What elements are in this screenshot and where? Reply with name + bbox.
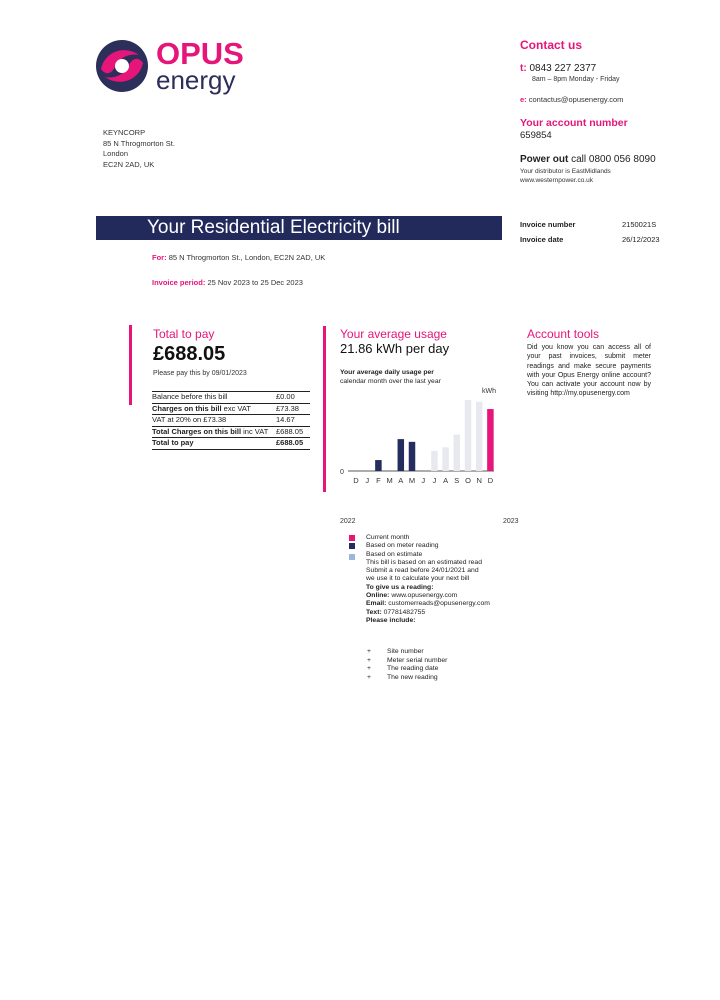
chart-x-tick-label: S: [454, 476, 460, 485]
chart-x-tick-label: J: [365, 476, 370, 485]
chart-y-label: kWh: [482, 388, 496, 395]
usage-bar-chart: [336, 377, 508, 492]
phone-number[interactable]: 0843 227 2377: [529, 63, 597, 74]
estimate-note: This bill is based on an estimated read: [366, 558, 482, 566]
invoice-date-label: Invoice date: [520, 235, 564, 244]
bullet-icon: +: [367, 648, 371, 655]
charge-label: Total to pay: [152, 438, 194, 447]
chart-x-tick-label: J: [421, 476, 426, 485]
charge-value: £688.05: [276, 438, 304, 447]
charge-label: [152, 403, 272, 415]
chart-bar-estimate: [465, 400, 472, 471]
reading-instructions: [349, 584, 490, 625]
chart-bar-estimate: [454, 435, 461, 471]
invoice-period-line: [152, 278, 303, 287]
legend-item-meter: [349, 542, 490, 550]
chart-x-tick-label: D: [487, 476, 494, 485]
online-link[interactable]: www.opusenergy.com: [391, 592, 458, 600]
include-list: [367, 648, 447, 682]
average-usage-value: 21.86 kWh per day: [340, 341, 450, 356]
charge-value: £688.05: [276, 426, 304, 436]
legend-item-current: [349, 534, 490, 542]
email-reading-link[interactable]: customerreads@opusenergy.com: [388, 600, 490, 608]
invoice-date-value: 26/12/2023: [622, 235, 660, 244]
chart-year-start: 2022: [340, 518, 356, 525]
address-line: London: [103, 149, 129, 158]
legend-label-main: Based on estimate: [366, 550, 423, 558]
power-out: [520, 154, 656, 165]
chart-x-tick-label: A: [398, 476, 404, 485]
legend-label: Based on meter reading: [366, 542, 439, 550]
estimate-note: we use it to calculate your next bill: [366, 575, 470, 583]
usage-section-bar: [323, 326, 326, 492]
total-amount: £688.05: [153, 343, 226, 365]
distributor-link[interactable]: www.westernpower.co.uk: [520, 177, 593, 184]
invoice-number-label: Invoice number: [520, 220, 576, 229]
account-tools-text: Did you know you can access all of your past invoices, submit meter readings and make secure payments with your Opus Energy online account? You can activate your account now by visiting http://my.opusenergy.com: [527, 344, 651, 398]
list-item-label: The reading date: [387, 665, 439, 672]
chart-year-end: 2023: [503, 518, 519, 525]
charge-label-main: Charges on this bill: [152, 403, 222, 413]
bullet-icon: +: [367, 656, 371, 664]
text-label: Text:: [366, 608, 382, 616]
address-line: EC2N 2AD, UK: [103, 159, 155, 169]
caption-line: Your average daily usage per: [340, 369, 434, 376]
list-item: [367, 665, 447, 674]
estimate-note: Submit a read before 24/01/2021 and: [366, 567, 479, 575]
chart-bar-estimate: [476, 402, 483, 471]
for-value: 85 N Throgmorton St., London, EC2N 2AD, UK: [168, 253, 326, 262]
chart-x-tick-label: F: [376, 476, 381, 485]
give-reading-title: To give us a reading:: [366, 583, 434, 591]
charges-row: [152, 392, 310, 404]
email-label: e:: [520, 95, 527, 104]
list-item-label: The new reading: [387, 673, 438, 681]
contact-email[interactable]: [520, 95, 623, 104]
usage-title: Your average usage: [340, 327, 447, 341]
power-out-label: Power out: [520, 154, 569, 165]
chart-bar-estimate: [431, 451, 438, 471]
distributor-line: Your distributor is EastMidlands: [520, 168, 611, 175]
customer-address: [103, 128, 175, 170]
supply-address-line: [152, 253, 325, 262]
brand-subname: energy: [156, 65, 236, 95]
chart-x-tick-label: A: [443, 476, 449, 485]
period-value: 25 Nov 2023 to 25 Dec 2023: [207, 278, 303, 287]
for-label: For:: [152, 253, 167, 262]
bullet-icon: +: [367, 665, 371, 672]
chart-x-tick-label: M: [386, 476, 393, 485]
chart-legend: [349, 534, 490, 625]
charges-row: [152, 403, 310, 415]
chart-bar-current: [487, 409, 494, 471]
charge-label: Balance before this bill: [152, 392, 228, 401]
contact-title: Contact us: [520, 38, 583, 52]
invoice-number-value: 2150021S: [622, 220, 657, 229]
charge-label-suffix: exc VAT: [221, 403, 251, 413]
chart-x-tick-label: J: [432, 476, 437, 485]
address-line: KEYNCORP: [103, 128, 146, 137]
contact-phone[interactable]: [520, 63, 596, 74]
charge-label: [152, 426, 272, 438]
email-address[interactable]: contactus@opusenergy.com: [528, 95, 624, 104]
power-out-number: call 0800 056 8090: [571, 154, 656, 165]
total-title: Total to pay: [153, 327, 215, 341]
charge-value: 14.67: [276, 415, 295, 424]
chart-x-tick-label: D: [353, 476, 359, 485]
account-number-title: Your account number: [520, 117, 628, 129]
opus-logo-mark-icon: [95, 39, 149, 93]
caption-line: calendar month over the last year: [340, 377, 441, 385]
phone-label: t:: [520, 63, 527, 74]
charge-label: VAT at 20% on £73.38: [152, 415, 227, 424]
charges-row: [152, 415, 310, 427]
list-item: [367, 648, 447, 657]
chart-bar-estimate: [442, 447, 449, 471]
chart-zero-label: 0: [340, 469, 344, 476]
legend-item-estimate: [349, 551, 490, 584]
list-item-label: Meter serial number: [387, 656, 448, 664]
account-tools-title: Account tools: [527, 327, 600, 341]
charge-value: £73.38: [276, 403, 299, 413]
current-month-swatch: [349, 535, 355, 541]
period-label: Invoice period:: [152, 278, 206, 287]
email-reading-label: Email:: [366, 600, 387, 608]
estimate-swatch: [349, 554, 355, 560]
chart-bar-meter: [398, 439, 405, 471]
charges-table: [152, 391, 310, 450]
chart-bar-meter: [375, 460, 382, 471]
total-section-bar: [129, 325, 132, 405]
chart-x-tick-label: N: [476, 476, 482, 485]
text-number: 07781482755: [383, 608, 426, 616]
chart-bar-meter: [409, 442, 416, 471]
charges-row: [152, 426, 310, 438]
meter-reading-swatch: [349, 543, 355, 549]
brand-name: OPUS: [156, 36, 244, 71]
charge-label-main: Total Charges on this bill: [152, 426, 242, 436]
online-label: Online:: [366, 592, 390, 600]
distributor-note: [520, 167, 611, 185]
pay-by-date: Please pay this by 09/01/2023: [153, 370, 247, 377]
chart-x-tick-label: O: [465, 476, 471, 485]
bill-title: Your Residential Electricity bill: [147, 217, 400, 238]
legend-label: [366, 551, 482, 584]
bullet-icon: +: [367, 673, 371, 681]
charges-row-total: [152, 438, 310, 450]
charge-label-suffix: inc VAT: [241, 426, 269, 436]
charge-value: £0.00: [276, 392, 295, 401]
list-item: [367, 674, 447, 683]
account-number: 659854: [520, 130, 552, 141]
legend-label: Current month: [366, 534, 410, 541]
list-item: [367, 657, 447, 666]
address-line: 85 N Throgmorton St.: [103, 138, 175, 148]
list-item-label: Site number: [387, 648, 424, 655]
chart-x-tick-label: M: [408, 476, 416, 485]
contact-hours: 8am – 8pm Monday - Friday: [532, 76, 620, 83]
include-title: Please include:: [366, 616, 416, 624]
